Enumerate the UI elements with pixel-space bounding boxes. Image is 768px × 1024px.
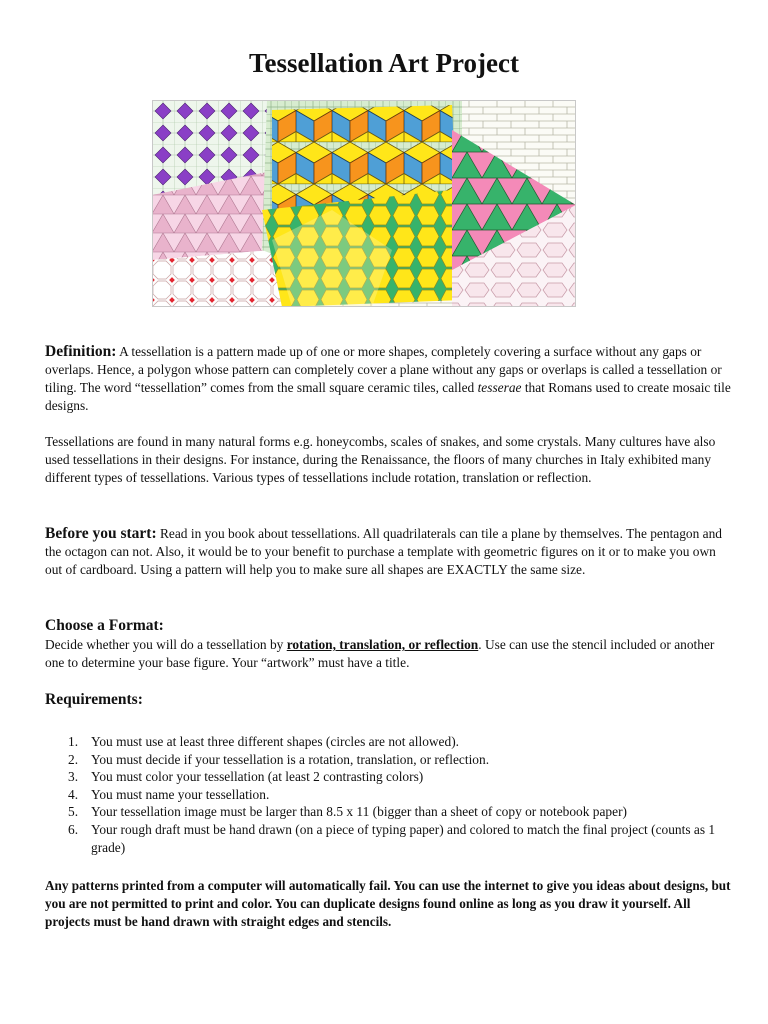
definition-emphasis: tesserae (477, 380, 522, 395)
requirement-item (64, 768, 734, 786)
format-options-underlined: rotation, translation, or reflection (286, 637, 479, 652)
definition-text-2: that Romans used to create mosaic tile designs. (45, 380, 731, 413)
requirement-number: 6. (68, 821, 79, 837)
before-you-start-paragraph (45, 525, 735, 579)
requirement-number: 2. (68, 751, 79, 767)
choose-format-heading: Choose a Format: (45, 617, 164, 634)
requirement-number: 4. (68, 786, 79, 802)
requirement-text: Your rough draft must be hand drawn (on a piece of typing paper) and colored to match the final project (counts as 1 grade) (91, 821, 716, 855)
natural-forms-paragraph: Tessellations are found in many natural forms e.g. honeycombs, scales of snakes, and some crystals. Many cultures have also used tessellations in their designs. For instance, during the Renaissance, the floors of many churches in Italy exhibited many different types of tessellations. Various types of tessellations include rotation, translation or reflection. (45, 434, 716, 485)
before-you-start-label: Before you start: (45, 525, 157, 542)
choose-format-paragraph (45, 636, 735, 672)
requirement-number: 5. (68, 804, 79, 820)
requirement-item (64, 803, 734, 821)
choose-format-text-1: Decide whether you will do a tessellation by (45, 637, 287, 652)
requirements-heading: Requirements: (45, 691, 143, 708)
before-you-start-text: Read in you book about tessellations. All quadrilaterals can tile a plane by themselves. The pentagon and the octagon can not. Also, it would be to your benefit to purchase a template with geometric figures on it or to make you own out of cardboard. Using a pattern will help you to make sure all shapes are EXACTLY the same size. (45, 526, 723, 577)
requirement-number: 3. (68, 769, 79, 785)
choose-format-text-2: . Use can use the stencil included or another one to determine your base figure. Your “artwork” must have a title. (45, 637, 715, 670)
page-title: Tessellation Art Project (249, 48, 519, 78)
requirements-list (64, 733, 734, 856)
requirement-text: You must name your tessellation. (91, 786, 270, 802)
requirement-text: Your tessellation image must be larger than 8.5 x 11 (bigger than a sheet of copy or notebook paper) (91, 804, 627, 820)
requirement-item (64, 786, 734, 804)
tessellation-artwork-image (152, 100, 576, 307)
definition-label: Definition: (45, 343, 117, 360)
requirement-text: You must use at least three different shapes (circles are not allowed). (91, 734, 460, 749)
requirement-text: You must color your tessellation (at least 2 contrasting colors) (91, 769, 424, 785)
requirement-text: You must decide if your tessellation is a rotation, translation, or reflection. (91, 751, 490, 767)
requirement-item (64, 821, 734, 856)
requirement-number: 1. (68, 734, 79, 749)
requirement-item (64, 751, 734, 769)
definition-paragraph (45, 343, 735, 415)
warning-paragraph: Any patterns printed from a computer will automatically fail. You can use the internet to give you ideas about designs, but you are not permitted to print and color. You can duplicate designs found online as long as you draw it yourself. All projects must be hand drawn with straight edges and stencils. (45, 878, 731, 929)
requirement-item (64, 733, 734, 751)
definition-text-1: A tessellation is a pattern made up of one or more shapes, completely covering a surface without any gaps or overlaps. Hence, a polygon whose pattern can completely cover a plane without any gaps or overlaps is called a tessellation or tiling. The word “tessellation” comes from the small square ceramic tiles, called (45, 344, 722, 395)
